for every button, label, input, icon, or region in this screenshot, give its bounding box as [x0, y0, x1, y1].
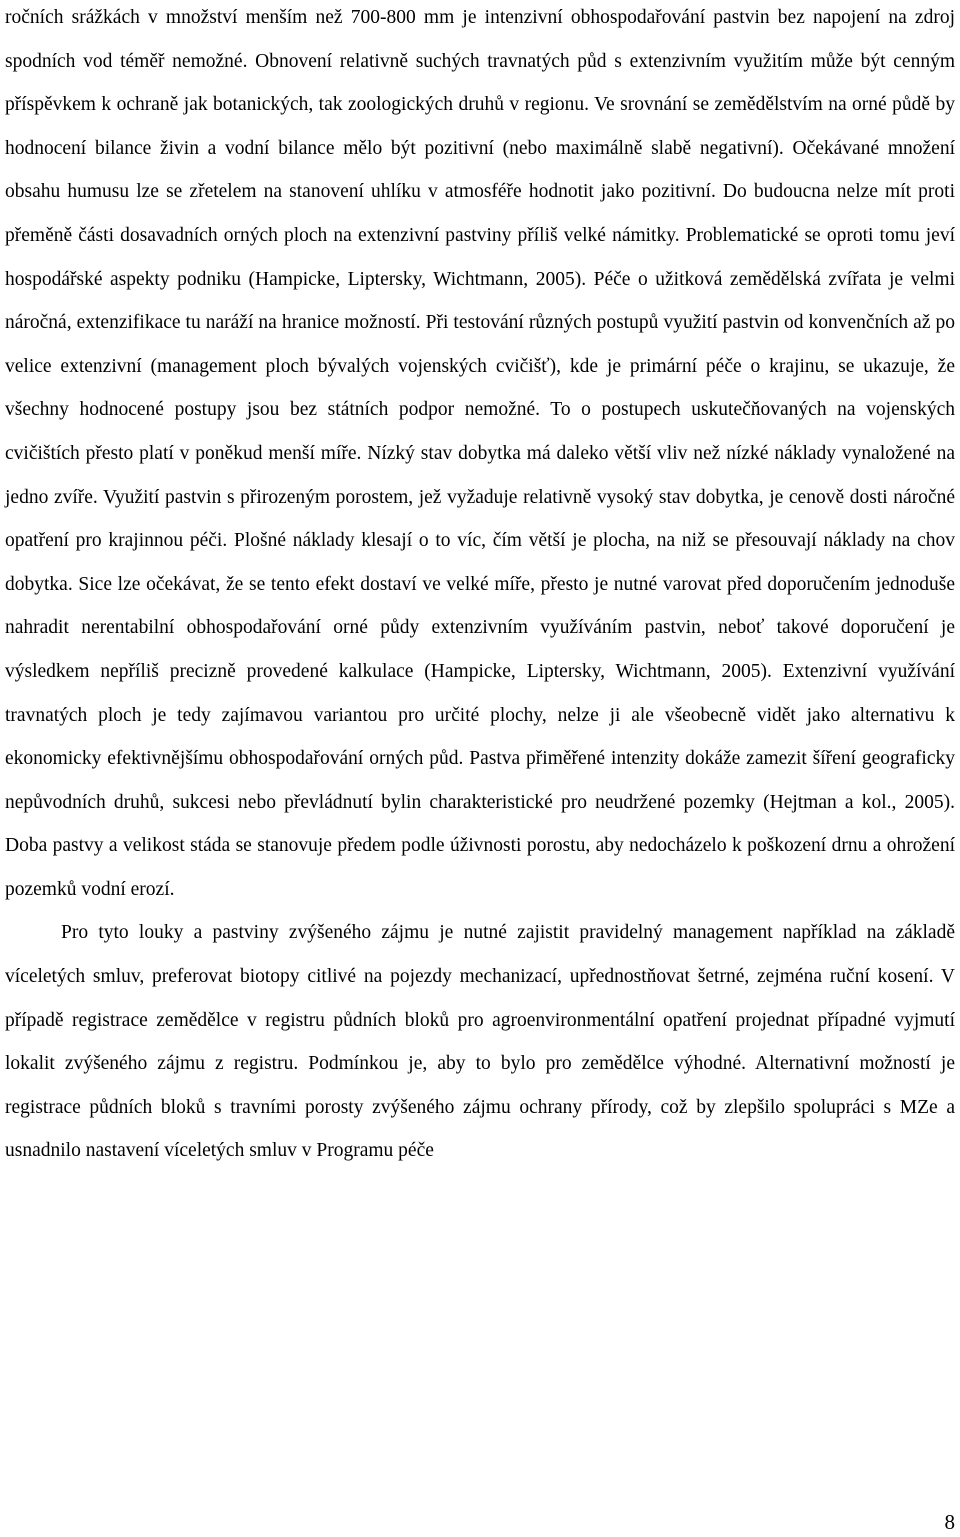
page-number: 8: [944, 1510, 955, 1534]
paragraph-meadow-management: Pro tyto louky a pastviny zvýšeného zájmu je nutné zajistit pravidelný management například na základě víceletých smluv, preferovat biotopy citlivé na pojezdy mechanizací, upřednostňovat šetrné, zejména ruční kosení. V případě registrace zemědělce v registru půdních bloků pro agroenvironmentální opatření projednat případné vyjmutí lokalit zvýšeného zájmu z registru. Podmínkou je, aby to bylo pro zemědělce výhodné. Alternativní možností je registrace půdních bloků s travními porosty zvýšeného zájmu ochrany přírody, což by zlepšilo spolupráci s MZe a usnadnilo nastavení víceletých smluv v Programu péče: [5, 922, 955, 1162]
document-body: [5, 0, 955, 1173]
paragraph-pastures-economics: ročních srážkách v množství menším než 700-800 mm je intenzivní obhospodařování pastvin bez napojení na zdroj spodních vod téměř nemožné. Obnovení relativně suchých travnatých půd s extenzivním využitím může být cenným příspěvkem k ochraně jak botanických, tak zoologických druhů v regionu. Ve srovnání se zemědělstvím na orné půdě by hodnocení bilance živin a vodní bilance mělo být pozitivní (nebo maximálně slabě negativní). Očekávané množení obsahu humusu lze se zřetelem na stanovení uhlíku v atmosféře hodnotit jako pozitivní. Do budoucna nelze mít proti přeměně části dosavadních orných ploch na extenzivní pastviny příliš velké námitky. Problematické se oproti tomu jeví hospodářské aspekty podniku (Hampicke, Liptersky, Wichtmann, 2005). Péče o užitková zemědělská zvířata je velmi náročná, extenzifikace tu naráží na hranice možností. Při testování různých postupů využití pastvin od konvenčních až po velice extenzivní (management ploch bývalých vojenských cvičišť), kde je primární péče o krajinu, se ukazuje, že všechny hodnocené postupy jsou bez státních podpor nemožné. To o postupech uskutečňovaných na vojenských cvičištích přesto platí v poněkud menší míře. Nízký stav dobytka má daleko větší vliv než nízké náklady vynaložené na jedno zvíře. Využití pastvin s přirozeným porostem, jež vyžaduje relativně vysoký stav dobytka, je cenově dosti náročné opatření pro krajinnou péči. Plošné náklady klesají o to víc, čím větší je plocha, na niž se přesouvají náklady na chov dobytka. Sice lze očekávat, že se tento efekt dostaví ve velké míře, přesto je nutné varovat před doporučením jednoduše nahradit nerentabilní obhospodařování orné půdy extenzivním využíváním pastvin, neboť takové doporučení je výsledkem nepříliš precizně provedené kalkulace (Hampicke, Liptersky, Wichtmann, 2005). Extenzivní využívání travnatých ploch je tedy zajímavou variantou pro určité plochy, nelze ji ale všeobecně vidět jako alternativu k ekonomicky efektivnějšímu obhospodařování orných půd. Pastva přiměřené intenzity dokáže zamezit šíření geograficky nepůvodních druhů, sukcesi nebo převládnutí bylin charakteristické pro neudržené pozemky (Hejtman a kol., 2005). Doba pastvy a velikost stáda se stanovuje předem podle úživnosti porostu, aby nedocházelo k poškození drnu a ohrožení pozemků vodní erozí.: [5, 7, 955, 900]
